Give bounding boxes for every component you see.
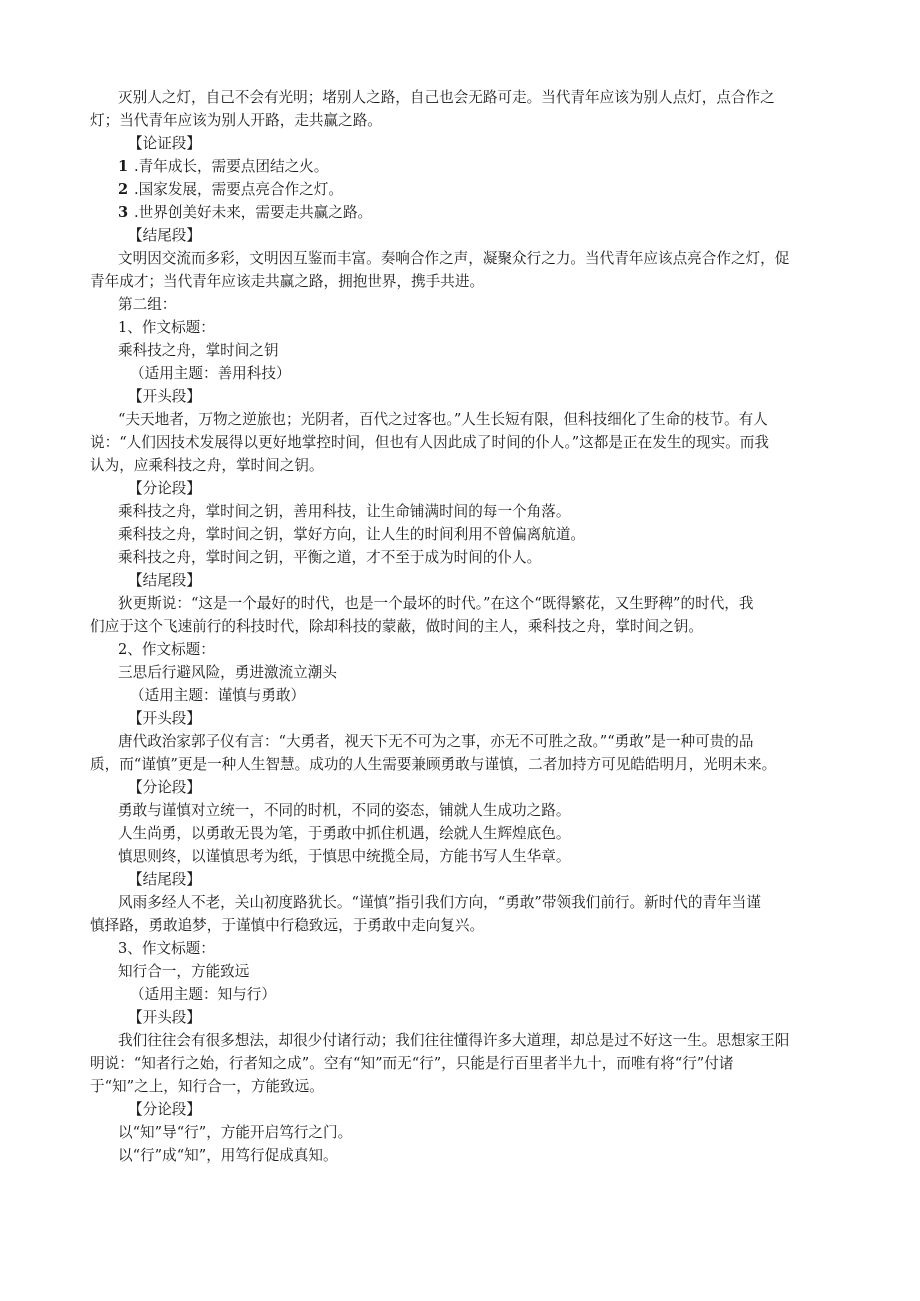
essay1-title: 乘科技之舟，掌时间之钥 [118,342,279,359]
essay2-ending-line-2: 慎择路，勇敢追梦，于谨慎中行稳致远，于勇敢中走向复兴。 [90,917,485,934]
essay2-label: 2、作文标题： [118,641,215,658]
essay3-opening-line-3: 于“知”之上，知行合一，方能致远。 [90,1078,324,1095]
essay1-opening-heading: 【开头段】 [128,388,201,405]
essay1-body-3: 乘科技之舟，掌时间之钥，平衡之道，才不至于成为时间的仆人。 [118,549,542,566]
essay1-body-heading: 【分论段】 [128,480,201,497]
argument-item-1-num: 1 [118,158,129,175]
ending1-paragraph [90,247,830,293]
essay1-label: 1、作文标题： [118,319,215,336]
intro-paragraph [90,86,830,132]
essay1-ending-heading: 【结尾段】 [128,572,201,589]
essay3-body-2: 以“行”成“知”，用笃行促成真知。 [118,1147,338,1164]
essay2-body-3: 慎思则终，以谨慎思考为纸，于慎思中统揽全局，方能书写人生华章。 [118,848,571,865]
intro-line-1: 灭别人之灯，自己不会有光明；堵别人之路，自己也会无路可走。当代青年应该为别人点灯，点合作之 [118,89,775,106]
argument-heading: 【论证段】 [128,135,201,152]
essay2-title: 三思后行避风险，勇进激流立潮头 [118,664,337,681]
essay3-body-1: 以“知”导“行”，方能开启笃行之门。 [118,1124,353,1141]
argument-item-1-text: .青年成长，需要点团结之火。 [134,158,329,175]
argument-item-1 [118,155,830,178]
essay1-body-1: 乘科技之舟，掌时间之钥，善用科技，让生命铺满时间的每一个角落。 [118,503,571,520]
argument-item-3-num: 3 [118,204,129,221]
essay3-title: 知行合一，方能致远 [118,963,250,980]
argument-item-2-num: 2 [118,181,129,198]
essay1-opening-line-2: 说：“人们因技术发展得以更好地掌控时间，但也有人因此成了时间的仆人。”这都是正在发生的现实。而我 [90,434,769,451]
ending1-line-1: 文明因交流而多彩，文明因互鉴而丰富。奏响合作之声，凝聚众行之力。当代青年应该点亮合作之灯，促 [118,250,790,267]
essay3-body-heading: 【分论段】 [128,1101,201,1118]
intro-line-2: 灯；当代青年应该为别人开路，走共赢之路。 [90,112,382,129]
ending1-line-2: 青年成才；当代青年应该走共赢之路，拥抱世界，携手共进。 [90,273,485,290]
essay1-theme: （适用主题：善用科技） [130,365,291,382]
essay1-ending-line-1: 狄更斯说：“这是一个最好的时代，也是一个最坏的时代。”在这个“既得繁花，又生野稗”的时代，我 [118,595,754,612]
essay1-opening [90,408,830,477]
essay2-ending-line-1: 风雨多经人不老，关山初度路犹长。“谨慎”指引我们方向，“勇敢”带领我们前行。新时代的青年当谨 [118,894,761,911]
essay3-opening-line-2: 明说：“知者行之始，行者知之成”。空有“知”而无“行”，只能是行百里者半九十，而唯有将“行”付诸 [90,1055,734,1072]
argument-item-2 [118,178,830,201]
essay2-opening-line-2: 质，而“谨慎”更是一种人生智慧。成功的人生需要兼顾勇敢与谨慎，二者加持方可见皓皓明月，光明未来。 [90,756,777,773]
group2-label: 第二组： [118,296,177,313]
essay2-body-2: 人生尚勇，以勇敢无畏为笔，于勇敢中抓住机遇，绘就人生辉煌底色。 [118,825,571,842]
essay2-ending-heading: 【结尾段】 [128,871,201,888]
essay3-opening [90,1029,830,1098]
essay3-opening-heading: 【开头段】 [128,1009,201,1026]
essay2-opening-heading: 【开头段】 [128,710,201,727]
essay1-body-2: 乘科技之舟，掌时间之钥，掌好方向，让人生的时间利用不曾偏离航道。 [118,526,586,543]
essay2-body-1: 勇敢与谨慎对立统一，不同的时机，不同的姿态，铺就人生成功之路。 [118,802,571,819]
essay2-body-heading: 【分论段】 [128,779,201,796]
essay2-opening-line-1: 唐代政治家郭子仪有言：“大勇者，视天下无不可为之事，亦无不可胜之敌。”“勇敢”是一种可贵的品 [118,733,754,750]
document-page [90,86,830,1167]
ending1-heading: 【结尾段】 [128,227,201,244]
essay3-label: 3、作文标题： [118,940,215,957]
argument-item-3-text: .世界创美好未来，需要走共赢之路。 [134,204,373,221]
argument-item-3 [118,201,830,224]
essay1-opening-line-3: 认为，应乘科技之舟，掌时间之钥。 [90,457,324,474]
essay2-theme: （适用主题：谨慎与勇敢） [130,687,306,704]
essay2-opening [90,730,830,776]
argument-item-2-text: .国家发展，需要点亮合作之灯。 [134,181,343,198]
essay3-opening-line-1: 我们往往会有很多想法，却很少付诸行动；我们往往懂得许多大道理，却总是过不好这一生。思想家王阳 [118,1032,790,1049]
essay2-ending [90,891,830,937]
essay1-ending [90,592,830,638]
essay3-theme: （适用主题：知与行） [130,986,276,1003]
essay1-ending-line-2: 们应于这个飞速前行的科技时代，除却科技的蒙蔽，做时间的主人，乘科技之舟，掌时间之钥。 [90,618,703,635]
essay1-opening-line-1: “夫天地者，万物之逆旅也；光阴者，百代之过客也。”人生长短有限，但科技细化了生命的枝节。有人 [118,411,768,428]
